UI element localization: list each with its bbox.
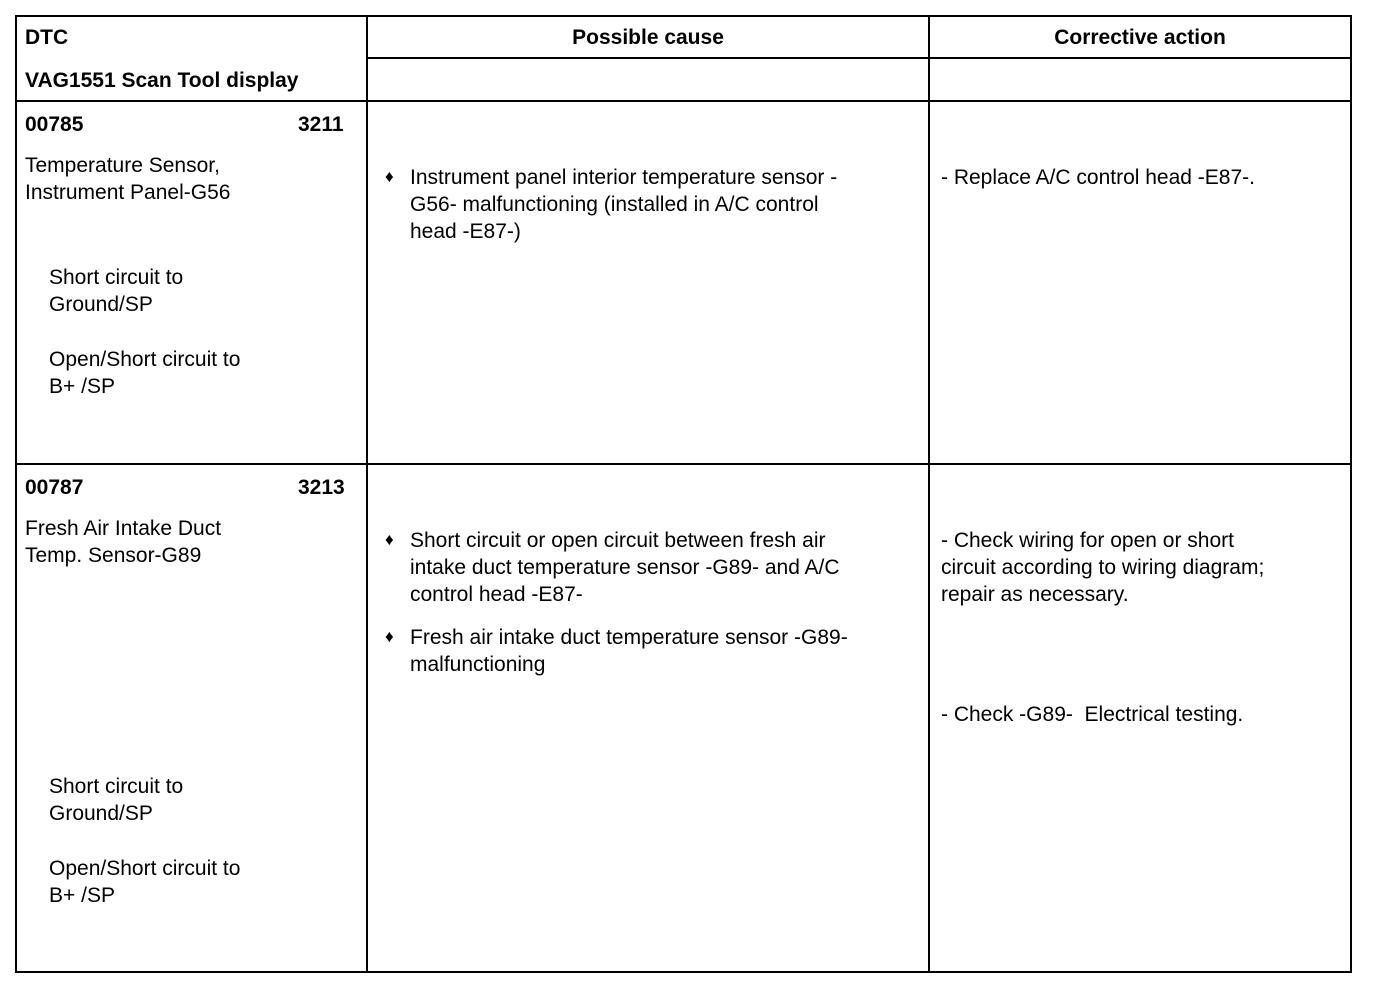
fault-type-line: B+ /SP xyxy=(49,884,115,907)
cause-line: Short circuit or open circuit between fresh air xyxy=(410,529,826,552)
diamond-bullet-icon: ♦ xyxy=(385,167,394,186)
component-name-line: Temperature Sensor, xyxy=(25,154,220,177)
column-divider-2 xyxy=(928,15,930,973)
fault-type-line: Open/Short circuit to xyxy=(49,348,241,371)
scan-tool-code: 3211 xyxy=(298,113,344,136)
fault-type-line: Ground/SP xyxy=(49,802,153,825)
cause-line: intake duct temperature sensor -G89- and A/C xyxy=(410,556,840,579)
cause-line: Fresh air intake duct temperature sensor -G89- xyxy=(410,626,848,649)
cause-line: Instrument panel interior temperature sensor - xyxy=(410,166,838,189)
dtc-code: 00787 xyxy=(25,476,84,499)
diamond-bullet-icon: ♦ xyxy=(385,627,394,646)
action-line: - Check wiring for open or short xyxy=(941,529,1234,552)
action-line: - Check -G89- Electrical testing. xyxy=(941,703,1244,726)
scan-tool-code: 3213 xyxy=(298,476,345,499)
action-line: circuit according to wiring diagram; xyxy=(941,556,1265,579)
dtc-code: 00785 xyxy=(25,113,84,136)
header-scan-tool-label: VAG1551 Scan Tool display xyxy=(25,69,299,92)
cause-line: G56- malfunctioning (installed in A/C control xyxy=(410,193,819,216)
column-divider-1 xyxy=(366,15,368,973)
component-name-line: Instrument Panel-G56 xyxy=(25,181,231,204)
cause-line: control head -E87- xyxy=(410,583,583,606)
fault-type-line: Short circuit to xyxy=(49,266,184,289)
diamond-bullet-icon: ♦ xyxy=(385,530,394,549)
row-divider xyxy=(15,463,1352,465)
cause-line: malfunctioning xyxy=(410,653,546,676)
header-bottom-rule xyxy=(15,100,1352,102)
action-line: repair as necessary. xyxy=(941,583,1129,606)
component-name-line: Temp. Sensor-G89 xyxy=(25,544,202,567)
fault-type-line: Short circuit to xyxy=(49,775,184,798)
header-dtc-label: DTC xyxy=(25,26,69,49)
component-name-line: Fresh Air Intake Duct xyxy=(25,517,222,540)
cause-line: head -E87-) xyxy=(410,220,521,243)
fault-type-line: Open/Short circuit to xyxy=(49,857,241,880)
fault-type-line: Ground/SP xyxy=(49,293,153,316)
action-line: - Replace A/C control head -E87-. xyxy=(941,166,1255,189)
header-possible-cause: Possible cause xyxy=(572,26,724,49)
header-subdivider xyxy=(366,57,1352,59)
header-corrective-action: Corrective action xyxy=(1054,26,1226,49)
fault-type-line: B+ /SP xyxy=(49,375,115,398)
